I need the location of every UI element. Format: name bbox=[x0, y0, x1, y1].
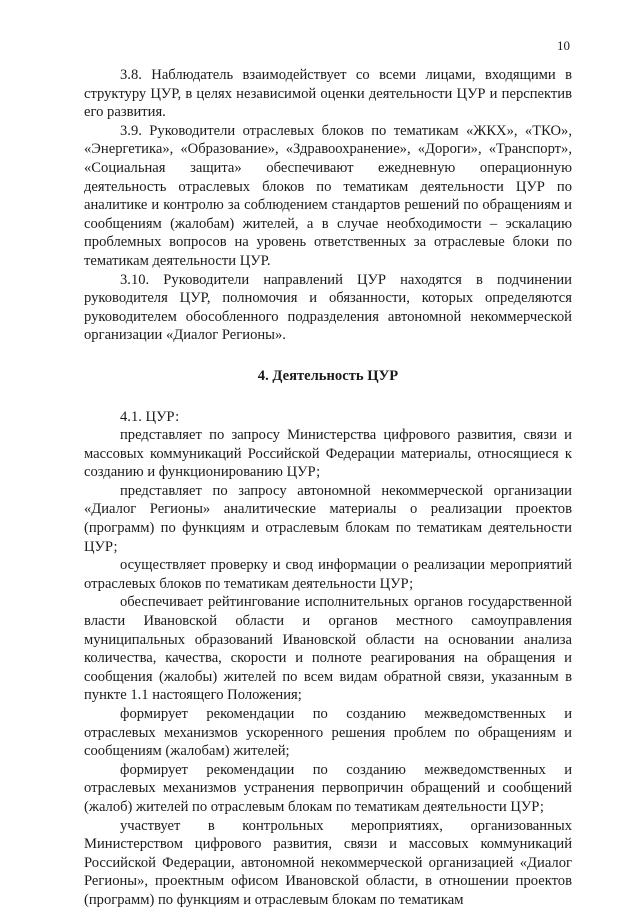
paragraph-4-1: 4.1. ЦУР: bbox=[120, 408, 180, 425]
document-body bbox=[84, 66, 572, 910]
list-item-control-events: участвует в контрольных мероприятиях, организованных Министерством цифрового развития, связи и массовых коммуникаций Российской Федерации, автономной некоммерческой организацией «Диалог Регионы», проектным офисом Ивановской области, в отношении проектов (программ) по функциям и отраслевым блокам по тематикам bbox=[84, 817, 572, 908]
list-item-verification: осуществляет проверку и свод информации о реализации мероприятий отраслевых блоков по тематикам деятельности ЦУР; bbox=[84, 557, 572, 592]
page-number: 10 bbox=[557, 38, 570, 53]
paragraph-3-8: 3.8. Наблюдатель взаимодействует со всеми лицами, входящими в структуру ЦУР, в целях независимой оценки деятельности ЦУР и перспектив его развития. bbox=[84, 67, 572, 121]
list-item-analytics: представляет по запросу автономной некоммерческой организации «Диалог Регионы» аналитические материалы о реализации проектов (программ) по функциям и отраслевым блокам по тематикам деятельности ЦУР; bbox=[84, 482, 572, 555]
list-item-rating: обеспечивает рейтингование исполнительных органов государственной власти Ивановской области и органов местного самоуправления муниципальных образований Ивановской области на основании анализа количества, качества, скорости и полноте реагирования на обращения и сообщения (жалобы) жителей по всем видам обратной связи, указанным в пункте 1.1 настоящего Положения; bbox=[84, 594, 572, 704]
section-heading: 4. Деятельность ЦУР bbox=[257, 367, 399, 384]
list-item-materials: представляет по запросу Министерства цифрового развития, связи и массовых коммуникаций Российской Федерации материалы, относящиеся к созданию и функционированию ЦУР; bbox=[84, 427, 572, 481]
list-item-recommendations-speed: формирует рекомендации по созданию межведомственных и отраслевых механизмов ускоренного решения проблем по обращениям и сообщениям (жалобам) жителей; bbox=[84, 706, 572, 760]
paragraph-3-10: 3.10. Руководители направлений ЦУР находятся в подчинении руководителя ЦУР, полномочия и обязанности, которых определяются руководителем обособленного подразделения автономной некоммерческой организации «Диалог Регионы». bbox=[84, 271, 572, 344]
paragraph-3-9: 3.9. Руководители отраслевых блоков по тематикам «ЖКХ», «ТКО», «Энергетика», «Образование», «Здравоохранение», «Дороги», «Транспорт», «Социальная защита» обеспечивают ежедневную операционную деятельность отраслевых блоков по тематикам деятельности ЦУР по аналитике и контролю за соблюдением стандартов решений по обращениям и сообщениям (жалобам) жителей, а в случае необходимости – эскалацию проблемных вопросов на уровень ответственных за отраслевые блоки по тематикам деятельности ЦУР. bbox=[84, 122, 572, 269]
list-item-recommendations-causes: формирует рекомендации по созданию межведомственных и отраслевых механизмов устранения первопричин обращений и сообщений (жалоб) жителей по отраслевым блокам по тематикам деятельности ЦУР; bbox=[84, 761, 572, 815]
